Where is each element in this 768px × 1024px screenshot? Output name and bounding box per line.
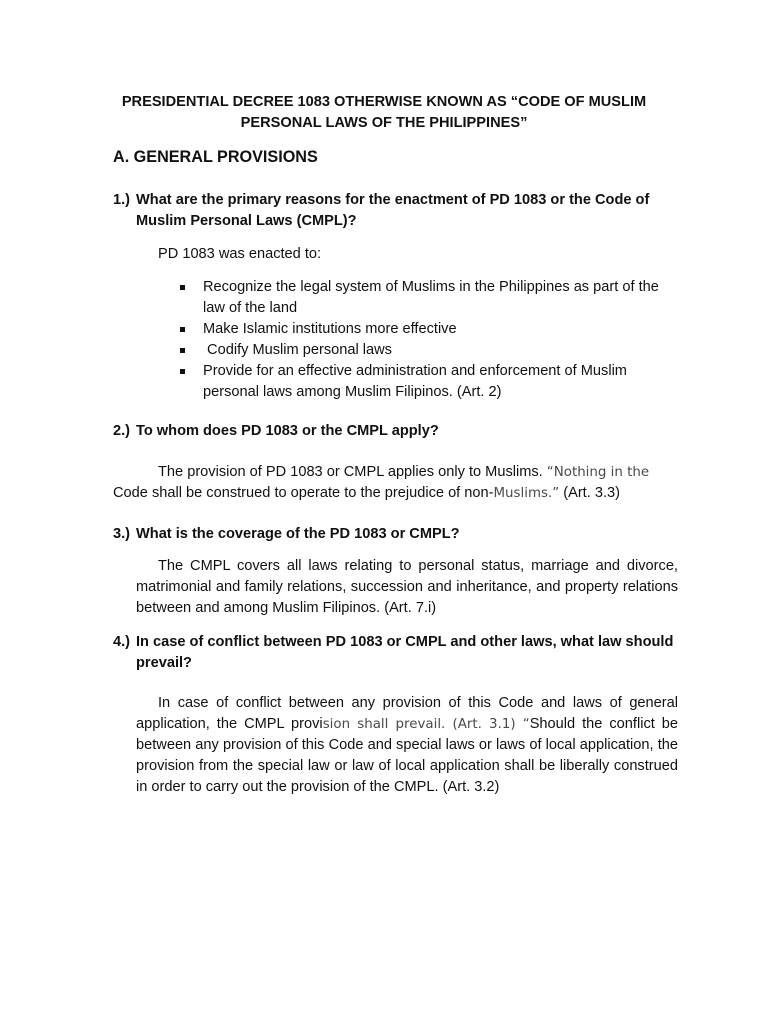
answer-1-intro: PD 1083 was enacted to: (158, 246, 322, 262)
question-1 (113, 190, 693, 232)
question-4-number: 4.) (113, 634, 131, 650)
bullet-text: Provide for an effective administration and enforcement of Muslim personal laws among Muslim Filipinos. (Art. 2) (203, 363, 627, 400)
bullet-item (180, 319, 680, 340)
bullet-item (180, 361, 680, 403)
answer-2-quote-start: “Nothing in the (546, 465, 650, 480)
question-3 (113, 524, 693, 545)
bullet-square-icon (180, 327, 185, 332)
bullet-square-icon (180, 285, 185, 290)
document-title (90, 92, 678, 134)
answer-3: The CMPL covers all laws relating to personal status, marriage and divorce, matrimonial and family relations, succession and inheritance, and property relations between and among Muslim Filipinos. (Art. 7.i) (136, 558, 678, 616)
bullet-text: Recognize the legal system of Muslims in the Philippines as part of the law of the land (203, 279, 659, 316)
bullet-square-icon (180, 348, 185, 353)
answer-2-quote-end: Muslims.” (493, 486, 560, 501)
bullet-item (180, 340, 680, 361)
question-3-text: What is the coverage of the PD 1083 or CMPL? (136, 526, 460, 542)
bullet-text: Make Islamic institutions more effective (203, 321, 457, 337)
bullet-square-icon (180, 369, 185, 374)
document-title-line-2: PERSONAL LAWS OF THE PHILIPPINES” (240, 115, 528, 131)
answer-2-line-2 (113, 483, 681, 504)
answer-2 (113, 462, 681, 504)
bullet-text: Codify Muslim personal laws (203, 342, 392, 358)
question-2 (113, 421, 693, 442)
section-heading: A. GENERAL PROVISIONS (113, 148, 318, 166)
answer-4-text-end: Should the conflict be between any provision of this Code and special laws or laws of local application, the provision from the special law or law of local application shall be liberally construed in order to carry out the provision of the CMPL. (Art. 3.2) (136, 716, 679, 795)
answer-2-line-1 (113, 462, 681, 483)
question-2-number: 2.) (113, 423, 131, 439)
document-title-line-1: PRESIDENTIAL DECREE 1083 OTHERWISE KNOWN AS “CODE OF MUSLIM (121, 94, 647, 110)
answer-4-text-start: In case of conflict between any provision of this Code and laws of general application, the CMPL provi (136, 695, 678, 732)
answer-2-text: The provision of PD 1083 or CMPL applies only to Muslims. (158, 464, 547, 480)
bullet-item (180, 277, 680, 319)
question-2-text: To whom does PD 1083 or the CMPL apply? (136, 423, 439, 439)
answer-4-citation: sion shall prevail. (Art. 3.1) “ (322, 717, 530, 732)
question-4-text: In case of conflict between PD 1083 or CMPL and other laws, what law should prevail? (136, 634, 674, 671)
answer-2-quote-text: Code shall be construed to operate to the prejudice of non- (113, 485, 494, 501)
question-3-number: 3.) (113, 526, 131, 542)
answer-2-reference: (Art. 3.3) (559, 485, 620, 501)
question-4 (113, 632, 693, 674)
question-1-number: 1.) (113, 192, 131, 208)
answer-4 (136, 693, 678, 798)
question-1-text: What are the primary reasons for the enactment of PD 1083 or the Code of Muslim Personal Laws (CMPL)? (136, 192, 650, 229)
answer-1-bullet-list (180, 277, 680, 403)
